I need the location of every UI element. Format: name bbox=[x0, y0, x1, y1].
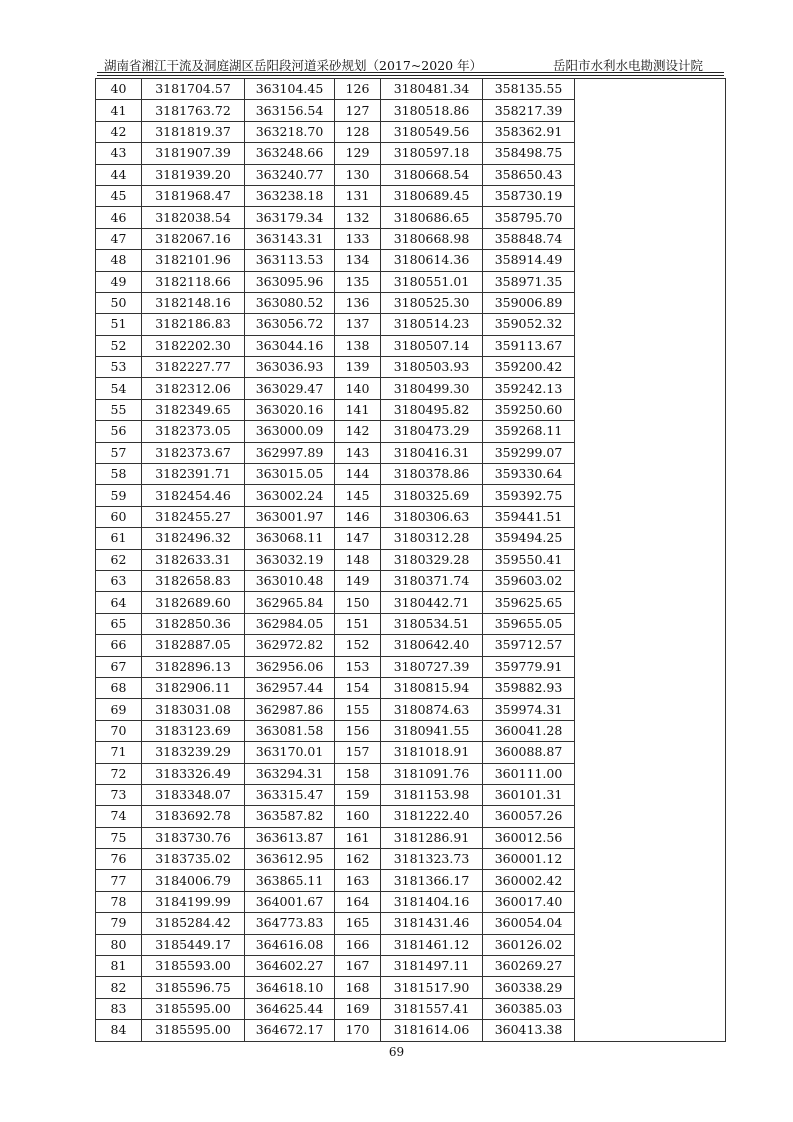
table-cell-point-id-right: 135 bbox=[335, 271, 381, 292]
table-cell-y-coord-left: 362984.05 bbox=[245, 613, 335, 634]
table-cell-y-coord-right: 359655.05 bbox=[483, 613, 575, 634]
table-cell-x-coord-right: 3181366.17 bbox=[381, 870, 483, 891]
table-cell-y-coord-left: 363029.47 bbox=[245, 378, 335, 399]
table-cell-x-coord-right: 3181497.11 bbox=[381, 956, 483, 977]
table-cell-point-id-right: 134 bbox=[335, 250, 381, 271]
table-cell-y-coord-left: 363315.47 bbox=[245, 784, 335, 805]
table-cell-x-coord-right: 3180518.86 bbox=[381, 100, 483, 121]
table-cell-point-id-right: 166 bbox=[335, 934, 381, 955]
table-cell-y-coord-left: 363865.11 bbox=[245, 870, 335, 891]
table-cell-point-id-right: 128 bbox=[335, 121, 381, 142]
table-cell-y-coord-left: 363068.11 bbox=[245, 528, 335, 549]
table-cell-x-coord-right: 3181153.98 bbox=[381, 784, 483, 805]
table-cell-point-id-right: 154 bbox=[335, 677, 381, 698]
table-cell-x-coord-right: 3180534.51 bbox=[381, 613, 483, 634]
table-cell-x-coord-right: 3180689.45 bbox=[381, 185, 483, 206]
table-cell-y-coord-right: 360111.00 bbox=[483, 763, 575, 784]
table-cell-y-coord-right: 359712.57 bbox=[483, 635, 575, 656]
table-cell-y-coord-right: 360017.40 bbox=[483, 891, 575, 912]
table-cell-point-id-right: 169 bbox=[335, 998, 381, 1019]
table-cell-x-coord-left: 3182454.46 bbox=[142, 485, 245, 506]
table-cell-point-id-right: 152 bbox=[335, 635, 381, 656]
table-cell-y-coord-right: 359200.42 bbox=[483, 357, 575, 378]
table-cell-point-id-left: 74 bbox=[96, 806, 142, 827]
table-cell-point-id-left: 62 bbox=[96, 549, 142, 570]
table-cell-y-coord-right: 358217.39 bbox=[483, 100, 575, 121]
table-cell-point-id-left: 49 bbox=[96, 271, 142, 292]
table-cell-point-id-right: 150 bbox=[335, 592, 381, 613]
table-cell-x-coord-left: 3182373.05 bbox=[142, 421, 245, 442]
table-cell-y-coord-right: 358971.35 bbox=[483, 271, 575, 292]
table-cell-point-id-left: 73 bbox=[96, 784, 142, 805]
table-cell-point-id-right: 143 bbox=[335, 442, 381, 463]
table-cell-x-coord-right: 3180499.30 bbox=[381, 378, 483, 399]
table-cell-point-id-right: 130 bbox=[335, 164, 381, 185]
table-cell-y-coord-left: 363238.18 bbox=[245, 185, 335, 206]
table-cell-y-coord-left: 363294.31 bbox=[245, 763, 335, 784]
table-cell-point-id-left: 67 bbox=[96, 656, 142, 677]
table-cell-y-coord-left: 363095.96 bbox=[245, 271, 335, 292]
table-cell-point-id-left: 45 bbox=[96, 185, 142, 206]
table-cell-point-id-right: 147 bbox=[335, 528, 381, 549]
table-cell-y-coord-right: 359113.67 bbox=[483, 335, 575, 356]
table-cell-point-id-right: 156 bbox=[335, 720, 381, 741]
table-cell-x-coord-right: 3180551.01 bbox=[381, 271, 483, 292]
table-cell-y-coord-right: 358650.43 bbox=[483, 164, 575, 185]
table-cell-x-coord-right: 3180378.86 bbox=[381, 464, 483, 485]
table-cell-y-coord-right: 359052.32 bbox=[483, 314, 575, 335]
table-cell-x-coord-left: 3182202.30 bbox=[142, 335, 245, 356]
table-blank-column bbox=[575, 79, 726, 1042]
table-cell-point-id-right: 142 bbox=[335, 421, 381, 442]
table-cell-point-id-left: 77 bbox=[96, 870, 142, 891]
table-cell-point-id-right: 162 bbox=[335, 849, 381, 870]
table-cell-point-id-left: 61 bbox=[96, 528, 142, 549]
table-cell-x-coord-right: 3180325.69 bbox=[381, 485, 483, 506]
table-cell-point-id-left: 69 bbox=[96, 699, 142, 720]
table-cell-x-coord-left: 3182373.67 bbox=[142, 442, 245, 463]
table-cell-point-id-left: 58 bbox=[96, 464, 142, 485]
table-cell-x-coord-right: 3181404.16 bbox=[381, 891, 483, 912]
table-cell-x-coord-right: 3180306.63 bbox=[381, 506, 483, 527]
table-cell-x-coord-left: 3182186.83 bbox=[142, 314, 245, 335]
table-cell-y-coord-left: 363002.24 bbox=[245, 485, 335, 506]
table-cell-y-coord-right: 360413.38 bbox=[483, 1020, 575, 1041]
table-cell-y-coord-left: 362965.84 bbox=[245, 592, 335, 613]
table-cell-point-id-left: 65 bbox=[96, 613, 142, 634]
table-cell-point-id-left: 55 bbox=[96, 399, 142, 420]
table-cell-x-coord-left: 3185595.00 bbox=[142, 1020, 245, 1041]
table-cell-x-coord-left: 3185595.00 bbox=[142, 998, 245, 1019]
table-cell-x-coord-right: 3180815.94 bbox=[381, 677, 483, 698]
table-cell-point-id-right: 141 bbox=[335, 399, 381, 420]
table-cell-y-coord-right: 360012.56 bbox=[483, 827, 575, 848]
table-cell-x-coord-right: 3181517.90 bbox=[381, 977, 483, 998]
table-cell-x-coord-right: 3180514.23 bbox=[381, 314, 483, 335]
table-cell-point-id-left: 76 bbox=[96, 849, 142, 870]
table-cell-x-coord-left: 3182101.96 bbox=[142, 250, 245, 271]
table-cell-y-coord-right: 358914.49 bbox=[483, 250, 575, 271]
table-cell-point-id-right: 137 bbox=[335, 314, 381, 335]
table-cell-y-coord-left: 362957.44 bbox=[245, 677, 335, 698]
table-cell-x-coord-right: 3181431.46 bbox=[381, 913, 483, 934]
table-cell-y-coord-left: 364773.83 bbox=[245, 913, 335, 934]
table-cell-y-coord-left: 363612.95 bbox=[245, 849, 335, 870]
table-cell-y-coord-left: 362972.82 bbox=[245, 635, 335, 656]
table-cell-x-coord-left: 3183239.29 bbox=[142, 742, 245, 763]
table-cell-point-id-right: 160 bbox=[335, 806, 381, 827]
table-cell-x-coord-right: 3180371.74 bbox=[381, 570, 483, 591]
table-cell-y-coord-right: 359494.25 bbox=[483, 528, 575, 549]
table-cell-y-coord-right: 358730.19 bbox=[483, 185, 575, 206]
table-cell-point-id-left: 51 bbox=[96, 314, 142, 335]
table-cell-y-coord-right: 358135.55 bbox=[483, 79, 575, 100]
table-cell-x-coord-right: 3180503.93 bbox=[381, 357, 483, 378]
table-cell-y-coord-left: 363240.77 bbox=[245, 164, 335, 185]
table-cell-x-coord-right: 3180473.29 bbox=[381, 421, 483, 442]
table-cell-x-coord-right: 3181018.91 bbox=[381, 742, 483, 763]
table-cell-x-coord-right: 3180727.39 bbox=[381, 656, 483, 677]
table-cell-point-id-left: 60 bbox=[96, 506, 142, 527]
header-rule-thick bbox=[97, 72, 724, 73]
table-cell-x-coord-left: 3185449.17 bbox=[142, 934, 245, 955]
coordinate-table-body bbox=[96, 79, 726, 1042]
table-cell-x-coord-left: 3182455.27 bbox=[142, 506, 245, 527]
table-cell-x-coord-right: 3180597.18 bbox=[381, 143, 483, 164]
table-cell-x-coord-right: 3180941.55 bbox=[381, 720, 483, 741]
table-cell-point-id-left: 82 bbox=[96, 977, 142, 998]
table-cell-x-coord-right: 3181557.41 bbox=[381, 998, 483, 1019]
table-cell-x-coord-right: 3180668.54 bbox=[381, 164, 483, 185]
table-cell-point-id-left: 44 bbox=[96, 164, 142, 185]
table-cell-y-coord-right: 359882.93 bbox=[483, 677, 575, 698]
table-cell-y-coord-right: 360269.27 bbox=[483, 956, 575, 977]
header-rule-thin bbox=[97, 75, 724, 76]
table-cell-y-coord-right: 359392.75 bbox=[483, 485, 575, 506]
organization-name: 岳阳市水利水电勘测设计院 bbox=[552, 58, 703, 73]
table-cell-y-coord-right: 360126.02 bbox=[483, 934, 575, 955]
table-cell-y-coord-right: 358795.70 bbox=[483, 207, 575, 228]
table-cell-x-coord-right: 3180312.28 bbox=[381, 528, 483, 549]
table-cell-point-id-right: 161 bbox=[335, 827, 381, 848]
table-cell-point-id-right: 140 bbox=[335, 378, 381, 399]
table-cell-point-id-right: 163 bbox=[335, 870, 381, 891]
table-cell-x-coord-left: 3183031.08 bbox=[142, 699, 245, 720]
table-cell-point-id-left: 56 bbox=[96, 421, 142, 442]
table-cell-point-id-right: 131 bbox=[335, 185, 381, 206]
table-cell-point-id-right: 145 bbox=[335, 485, 381, 506]
table-cell-x-coord-left: 3182148.16 bbox=[142, 292, 245, 313]
table-cell-y-coord-right: 358362.91 bbox=[483, 121, 575, 142]
table-cell-y-coord-right: 359974.31 bbox=[483, 699, 575, 720]
table-cell-y-coord-left: 363587.82 bbox=[245, 806, 335, 827]
table-cell-x-coord-left: 3182896.13 bbox=[142, 656, 245, 677]
table-cell-y-coord-right: 358498.75 bbox=[483, 143, 575, 164]
table-cell-x-coord-right: 3180416.31 bbox=[381, 442, 483, 463]
table-cell-x-coord-right: 3180686.65 bbox=[381, 207, 483, 228]
table-cell-x-coord-left: 3182496.32 bbox=[142, 528, 245, 549]
table-cell-x-coord-left: 3182038.54 bbox=[142, 207, 245, 228]
table-cell-x-coord-left: 3182633.31 bbox=[142, 549, 245, 570]
table-cell-x-coord-right: 3180874.63 bbox=[381, 699, 483, 720]
table-cell-y-coord-right: 359299.07 bbox=[483, 442, 575, 463]
table-cell-y-coord-left: 363015.05 bbox=[245, 464, 335, 485]
table-cell-y-coord-left: 363218.70 bbox=[245, 121, 335, 142]
table-cell-point-id-left: 71 bbox=[96, 742, 142, 763]
table-cell-y-coord-right: 359779.91 bbox=[483, 656, 575, 677]
table-cell-x-coord-left: 3182312.06 bbox=[142, 378, 245, 399]
table-cell-y-coord-right: 360385.03 bbox=[483, 998, 575, 1019]
table-cell-point-id-left: 43 bbox=[96, 143, 142, 164]
table-cell-y-coord-left: 363104.45 bbox=[245, 79, 335, 100]
table-cell-point-id-right: 165 bbox=[335, 913, 381, 934]
table-cell-y-coord-right: 359250.60 bbox=[483, 399, 575, 420]
table-cell-y-coord-left: 363044.16 bbox=[245, 335, 335, 356]
table-cell-point-id-right: 164 bbox=[335, 891, 381, 912]
table-cell-point-id-left: 70 bbox=[96, 720, 142, 741]
table-cell-y-coord-right: 360002.42 bbox=[483, 870, 575, 891]
table-cell-y-coord-right: 359625.65 bbox=[483, 592, 575, 613]
table-cell-y-coord-left: 363056.72 bbox=[245, 314, 335, 335]
table-cell-x-coord-left: 3185593.00 bbox=[142, 956, 245, 977]
table-cell-y-coord-right: 360338.29 bbox=[483, 977, 575, 998]
table-cell-point-id-right: 149 bbox=[335, 570, 381, 591]
table-cell-point-id-left: 68 bbox=[96, 677, 142, 698]
table-cell-x-coord-left: 3182067.16 bbox=[142, 228, 245, 249]
table-cell-point-id-right: 139 bbox=[335, 357, 381, 378]
table-cell-point-id-left: 72 bbox=[96, 763, 142, 784]
table-cell-point-id-right: 127 bbox=[335, 100, 381, 121]
document-title: 湖南省湘江干流及洞庭湖区岳阳段河道采砂规划（2017~2020 年） bbox=[104, 58, 483, 73]
table-cell-point-id-left: 40 bbox=[96, 79, 142, 100]
table-cell-x-coord-right: 3180495.82 bbox=[381, 399, 483, 420]
table-cell-y-coord-left: 364625.44 bbox=[245, 998, 335, 1019]
table-cell-y-coord-right: 360001.12 bbox=[483, 849, 575, 870]
table-cell-y-coord-right: 358848.74 bbox=[483, 228, 575, 249]
coordinate-table bbox=[95, 78, 726, 1042]
table-cell-x-coord-right: 3180329.28 bbox=[381, 549, 483, 570]
table-cell-point-id-left: 53 bbox=[96, 357, 142, 378]
table-cell-x-coord-right: 3181286.91 bbox=[381, 827, 483, 848]
table-cell-y-coord-right: 360041.28 bbox=[483, 720, 575, 741]
table-cell-y-coord-right: 360057.26 bbox=[483, 806, 575, 827]
table-cell-y-coord-left: 363000.09 bbox=[245, 421, 335, 442]
table-cell-x-coord-left: 3182906.11 bbox=[142, 677, 245, 698]
table-cell-y-coord-right: 359242.13 bbox=[483, 378, 575, 399]
table-cell-y-coord-right: 359268.11 bbox=[483, 421, 575, 442]
table-cell-x-coord-right: 3181614.06 bbox=[381, 1020, 483, 1041]
table-cell-x-coord-left: 3185596.75 bbox=[142, 977, 245, 998]
table-cell-y-coord-left: 363080.52 bbox=[245, 292, 335, 313]
table-cell-point-id-left: 75 bbox=[96, 827, 142, 848]
table-cell-x-coord-right: 3180525.30 bbox=[381, 292, 483, 313]
table-cell-x-coord-left: 3182227.77 bbox=[142, 357, 245, 378]
table-cell-y-coord-left: 364618.10 bbox=[245, 977, 335, 998]
table-cell-point-id-right: 132 bbox=[335, 207, 381, 228]
table-cell-x-coord-left: 3183348.07 bbox=[142, 784, 245, 805]
table-cell-y-coord-left: 364672.17 bbox=[245, 1020, 335, 1041]
table-cell-point-id-right: 153 bbox=[335, 656, 381, 677]
table-cell-y-coord-right: 360088.87 bbox=[483, 742, 575, 763]
table-cell-point-id-right: 158 bbox=[335, 763, 381, 784]
table-cell-x-coord-left: 3183326.49 bbox=[142, 763, 245, 784]
table-cell-x-coord-right: 3181461.12 bbox=[381, 934, 483, 955]
table-cell-x-coord-left: 3181907.39 bbox=[142, 143, 245, 164]
table-cell-x-coord-right: 3181091.76 bbox=[381, 763, 483, 784]
table-cell-y-coord-left: 363081.58 bbox=[245, 720, 335, 741]
table-cell-y-coord-left: 363143.31 bbox=[245, 228, 335, 249]
page-header bbox=[101, 52, 725, 74]
table-cell-point-id-left: 41 bbox=[96, 100, 142, 121]
table-cell-point-id-left: 84 bbox=[96, 1020, 142, 1041]
table-cell-point-id-left: 63 bbox=[96, 570, 142, 591]
table-cell-point-id-right: 170 bbox=[335, 1020, 381, 1041]
table-cell-point-id-left: 46 bbox=[96, 207, 142, 228]
table-row bbox=[96, 79, 726, 100]
table-cell-y-coord-left: 363036.93 bbox=[245, 357, 335, 378]
table-cell-x-coord-left: 3185284.42 bbox=[142, 913, 245, 934]
table-cell-y-coord-left: 364616.08 bbox=[245, 934, 335, 955]
table-cell-point-id-right: 157 bbox=[335, 742, 381, 763]
table-cell-y-coord-left: 363010.48 bbox=[245, 570, 335, 591]
table-cell-y-coord-left: 364001.67 bbox=[245, 891, 335, 912]
table-cell-point-id-left: 80 bbox=[96, 934, 142, 955]
table-cell-point-id-right: 146 bbox=[335, 506, 381, 527]
table-cell-x-coord-right: 3181323.73 bbox=[381, 849, 483, 870]
table-cell-x-coord-left: 3183735.02 bbox=[142, 849, 245, 870]
table-cell-x-coord-left: 3181968.47 bbox=[142, 185, 245, 206]
table-cell-point-id-left: 50 bbox=[96, 292, 142, 313]
table-cell-x-coord-right: 3180442.71 bbox=[381, 592, 483, 613]
table-cell-point-id-left: 66 bbox=[96, 635, 142, 656]
table-cell-x-coord-left: 3181819.37 bbox=[142, 121, 245, 142]
table-cell-point-id-left: 79 bbox=[96, 913, 142, 934]
table-cell-y-coord-left: 363113.53 bbox=[245, 250, 335, 271]
table-cell-x-coord-right: 3180507.14 bbox=[381, 335, 483, 356]
table-cell-point-id-left: 64 bbox=[96, 592, 142, 613]
table-cell-x-coord-right: 3180668.98 bbox=[381, 228, 483, 249]
table-cell-y-coord-left: 362987.86 bbox=[245, 699, 335, 720]
table-cell-point-id-left: 81 bbox=[96, 956, 142, 977]
table-cell-y-coord-right: 359330.64 bbox=[483, 464, 575, 485]
table-cell-x-coord-left: 3182349.65 bbox=[142, 399, 245, 420]
table-cell-y-coord-left: 363032.19 bbox=[245, 549, 335, 570]
table-cell-point-id-left: 47 bbox=[96, 228, 142, 249]
table-cell-x-coord-left: 3182118.66 bbox=[142, 271, 245, 292]
table-cell-x-coord-left: 3182689.60 bbox=[142, 592, 245, 613]
table-cell-point-id-left: 83 bbox=[96, 998, 142, 1019]
table-cell-x-coord-right: 3180642.40 bbox=[381, 635, 483, 656]
table-cell-point-id-left: 52 bbox=[96, 335, 142, 356]
table-cell-point-id-right: 151 bbox=[335, 613, 381, 634]
table-cell-x-coord-left: 3182658.83 bbox=[142, 570, 245, 591]
table-cell-point-id-right: 155 bbox=[335, 699, 381, 720]
table-cell-point-id-right: 148 bbox=[335, 549, 381, 570]
table-cell-y-coord-left: 363248.66 bbox=[245, 143, 335, 164]
table-cell-x-coord-left: 3184199.99 bbox=[142, 891, 245, 912]
table-cell-point-id-right: 168 bbox=[335, 977, 381, 998]
table-cell-y-coord-left: 363170.01 bbox=[245, 742, 335, 763]
table-cell-x-coord-left: 3181939.20 bbox=[142, 164, 245, 185]
table-cell-point-id-left: 48 bbox=[96, 250, 142, 271]
table-cell-x-coord-right: 3181222.40 bbox=[381, 806, 483, 827]
table-cell-x-coord-right: 3180549.56 bbox=[381, 121, 483, 142]
table-cell-y-coord-right: 359441.51 bbox=[483, 506, 575, 527]
table-cell-x-coord-left: 3182391.71 bbox=[142, 464, 245, 485]
table-cell-point-id-right: 144 bbox=[335, 464, 381, 485]
table-cell-y-coord-right: 359550.41 bbox=[483, 549, 575, 570]
table-cell-point-id-left: 54 bbox=[96, 378, 142, 399]
table-cell-point-id-left: 57 bbox=[96, 442, 142, 463]
table-cell-x-coord-left: 3183123.69 bbox=[142, 720, 245, 741]
table-cell-x-coord-left: 3183692.78 bbox=[142, 806, 245, 827]
table-cell-point-id-left: 78 bbox=[96, 891, 142, 912]
table-cell-y-coord-right: 359006.89 bbox=[483, 292, 575, 313]
table-cell-point-id-right: 136 bbox=[335, 292, 381, 313]
table-cell-point-id-right: 159 bbox=[335, 784, 381, 805]
table-cell-x-coord-left: 3181704.57 bbox=[142, 79, 245, 100]
table-cell-y-coord-left: 363613.87 bbox=[245, 827, 335, 848]
table-cell-x-coord-right: 3180614.36 bbox=[381, 250, 483, 271]
table-cell-y-coord-left: 363179.34 bbox=[245, 207, 335, 228]
table-cell-y-coord-left: 362997.89 bbox=[245, 442, 335, 463]
table-cell-x-coord-left: 3182887.05 bbox=[142, 635, 245, 656]
table-cell-point-id-right: 167 bbox=[335, 956, 381, 977]
table-cell-x-coord-left: 3181763.72 bbox=[142, 100, 245, 121]
table-cell-y-coord-right: 360054.04 bbox=[483, 913, 575, 934]
table-cell-y-coord-left: 362956.06 bbox=[245, 656, 335, 677]
table-cell-x-coord-left: 3183730.76 bbox=[142, 827, 245, 848]
table-cell-point-id-right: 126 bbox=[335, 79, 381, 100]
table-cell-x-coord-right: 3180481.34 bbox=[381, 79, 483, 100]
table-cell-point-id-right: 133 bbox=[335, 228, 381, 249]
table-cell-y-coord-left: 363001.97 bbox=[245, 506, 335, 527]
table-cell-y-coord-left: 363156.54 bbox=[245, 100, 335, 121]
table-cell-point-id-left: 42 bbox=[96, 121, 142, 142]
page-number: 69 bbox=[388, 1045, 405, 1059]
table-cell-y-coord-left: 363020.16 bbox=[245, 399, 335, 420]
table-cell-point-id-right: 129 bbox=[335, 143, 381, 164]
table-cell-y-coord-right: 360101.31 bbox=[483, 784, 575, 805]
table-cell-point-id-left: 59 bbox=[96, 485, 142, 506]
table-cell-y-coord-right: 359603.02 bbox=[483, 570, 575, 591]
table-cell-point-id-right: 138 bbox=[335, 335, 381, 356]
table-cell-y-coord-left: 364602.27 bbox=[245, 956, 335, 977]
table-cell-x-coord-left: 3182850.36 bbox=[142, 613, 245, 634]
table-cell-x-coord-left: 3184006.79 bbox=[142, 870, 245, 891]
